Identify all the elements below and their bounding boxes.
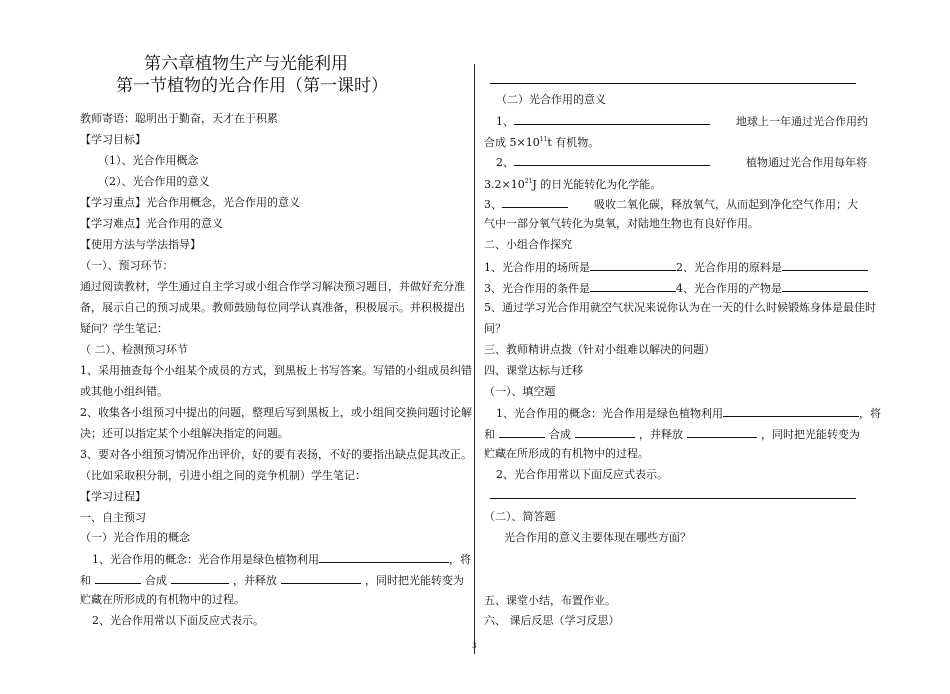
blank-product[interactable]: [171, 572, 229, 584]
p2-hecheng: 合成: [549, 428, 571, 441]
concept-fill-3: 贮藏在所形成的有机物中的过程。: [80, 593, 245, 606]
check-1a: 1、采用抽查每个小组某个成员的方式，到黑板上书写答案。写错的小组成员纠错: [80, 364, 472, 377]
goal-2: （2）、光合作用的意义: [98, 175, 210, 188]
group-q5a: 5、通过学习光合作用就空气状况来说你认为在一天的什么时候锻炼身体是最佳时: [484, 301, 876, 314]
preview-text-1: 通过阅读教材，学生通过自主学习或小组合作学习解决预习题目，并做好充分准: [80, 280, 465, 293]
fill-2-release: ，并释放: [233, 574, 277, 587]
goal-1: （1）、光合作用概念: [98, 154, 199, 167]
difficulty: 【学习难点】光合作用的意义: [80, 217, 223, 230]
blank-condition[interactable]: [590, 280, 676, 292]
p1-end: ，将: [859, 407, 881, 420]
preview-text-3: 疑问？学生笔记：: [80, 322, 168, 335]
short-header: （二）、简答题: [484, 510, 556, 523]
blank-p-product[interactable]: [575, 426, 635, 438]
m1-pre: 合成 5×10: [484, 136, 540, 149]
m2-pre: 3.2×10: [484, 178, 525, 191]
g1-label: 1、光合作用的场所是: [484, 261, 590, 274]
m1-tail: 地球上一年通过光合作用约: [736, 115, 868, 128]
meaning-3-cont: 气中一部分氧气转化为臭氧，对陆地生物也有良好作用。: [484, 217, 759, 230]
short-question: 光合作用的意义主要体现在哪些方面？: [504, 531, 691, 544]
preview-header: （一）、预习环节：: [80, 259, 174, 272]
m1-sup: 11: [539, 136, 548, 143]
meaning-1-cont: [484, 133, 599, 150]
p2-he: 和: [484, 428, 495, 441]
fill-1-end: ，将: [449, 553, 471, 566]
m2-tail: 植物通过光合作用每年将: [746, 156, 867, 169]
practice-fill-3: 贮藏在所形成的有机物中的过程。: [484, 447, 649, 460]
p1-prefix: 1、光合作用的概念：光合作用是绿色植物利用: [496, 407, 723, 420]
summary: 五、课堂小结，布置作业。: [484, 594, 616, 607]
practice-fill-1: [496, 405, 881, 421]
group-q5b: 间？: [484, 322, 506, 335]
blank-site[interactable]: [590, 259, 676, 271]
check-2b: 决；还可以指定某个小组解决指定的问题。: [80, 427, 289, 440]
blank-p-released[interactable]: [687, 426, 757, 438]
blank-light-energy[interactable]: [319, 551, 449, 563]
check-3a: 3、要对各小组预习情况作出评价，好的要有表扬，不好的要指出缺点促其改正。: [80, 448, 472, 461]
m2-num: 2、: [496, 156, 514, 169]
fill-2-he: 和: [80, 574, 91, 587]
chapter-title: 第六章植物生产与光能利用: [144, 54, 348, 74]
middle-rule: [490, 498, 856, 499]
m2-sup: 21: [524, 178, 533, 185]
fill-2-hecheng: 合成: [145, 574, 167, 587]
concept-header: （一）光合作用的概念: [80, 531, 190, 544]
fill-1-prefix: 1、光合作用的概念：光合作用是绿色植物利用: [92, 553, 319, 566]
practice-header: 四、课堂达标与迁移: [484, 364, 583, 377]
blank-p-light[interactable]: [723, 405, 859, 417]
method-header: 【使用方法与学法指导】: [80, 238, 201, 251]
page-number: 3: [472, 642, 477, 650]
concept-fill-2: [80, 572, 464, 588]
blank-reactant-1[interactable]: [95, 572, 141, 584]
practice-fill-2: [484, 426, 860, 442]
blank-p-reactant[interactable]: [499, 426, 545, 438]
check-3b: （比如采取积分制，引进小组之间的竞争机制）学生笔记：: [80, 469, 366, 482]
check-1b: 或其他小组纠错。: [80, 385, 168, 398]
p2-tail: ，同时把光能转变为: [761, 428, 860, 441]
fill-2-tail: ，同时把光能转变为: [365, 574, 464, 587]
teacher-motto: 教师寄语：聪明出于勤奋，天才在于积累: [80, 112, 278, 125]
m3-num: 3、: [484, 198, 502, 211]
meaning-2: [496, 154, 867, 170]
equation-note: 2、光合作用常以下面反应式表示。: [92, 614, 264, 627]
blank-meaning-1[interactable]: [514, 113, 710, 125]
group-header: 二、小组合作探究: [484, 238, 572, 251]
practice-equation: 2、光合作用常以下面反应式表示。: [496, 468, 668, 481]
meaning-1: [496, 113, 868, 129]
g4-label: 4、光合作用的产物是: [676, 282, 782, 295]
reflection: 六、 课后反思（学习反思）: [484, 614, 620, 627]
g2-label: 2、光合作用的原料是: [676, 261, 782, 274]
fill-header: （一）、填空题: [484, 385, 556, 398]
preview-text-2: 备，展示自己的预习成果。教师鼓励每位同学认真准备，积极展示。并积极提出: [80, 301, 465, 314]
process-header: 【学习过程】: [80, 490, 146, 503]
goals-header: 【学习目标】: [80, 133, 146, 146]
m2-post: J 的日光能转化为化学能。: [532, 178, 662, 191]
column-divider: [474, 64, 475, 654]
group-q1-q2: [484, 259, 868, 275]
m1-num: 1、: [496, 115, 514, 128]
teacher-header: 三、教师精讲点拨（针对小组难以解决的问题）: [484, 343, 715, 356]
blank-released[interactable]: [281, 572, 361, 584]
blank-output[interactable]: [782, 280, 868, 292]
check-2a: 2、收集各小组预习中提出的问题，整理后写到黑板上，或小组间交换问题讨论解: [80, 406, 472, 419]
self-study-header: 一、自主预习: [80, 511, 146, 524]
m3-tail: 吸收二氧化碳，释放氧气，从而起到净化空气作用；大: [594, 198, 858, 211]
key-points: 【学习重点】光合作用概念，光合作用的意义: [80, 196, 300, 209]
blank-meaning-3[interactable]: [502, 196, 568, 208]
check-header: （ 二）、检测预习环节: [80, 343, 188, 356]
meaning-header: （二）光合作用的意义: [496, 93, 606, 106]
top-rule: [490, 83, 856, 84]
concept-fill-1: [92, 551, 471, 567]
section-title: 第一节植物的光合作用（第一课时）: [116, 76, 388, 96]
blank-meaning-2[interactable]: [514, 154, 710, 166]
group-q3-q4: [484, 280, 868, 296]
m1-post: t 有机物。: [547, 136, 600, 149]
meaning-2-cont: [484, 175, 661, 192]
blank-raw[interactable]: [782, 259, 868, 271]
g3-label: 3、光合作用的条件是: [484, 282, 590, 295]
p2-release: ，并释放: [639, 428, 683, 441]
meaning-3: [484, 196, 858, 212]
